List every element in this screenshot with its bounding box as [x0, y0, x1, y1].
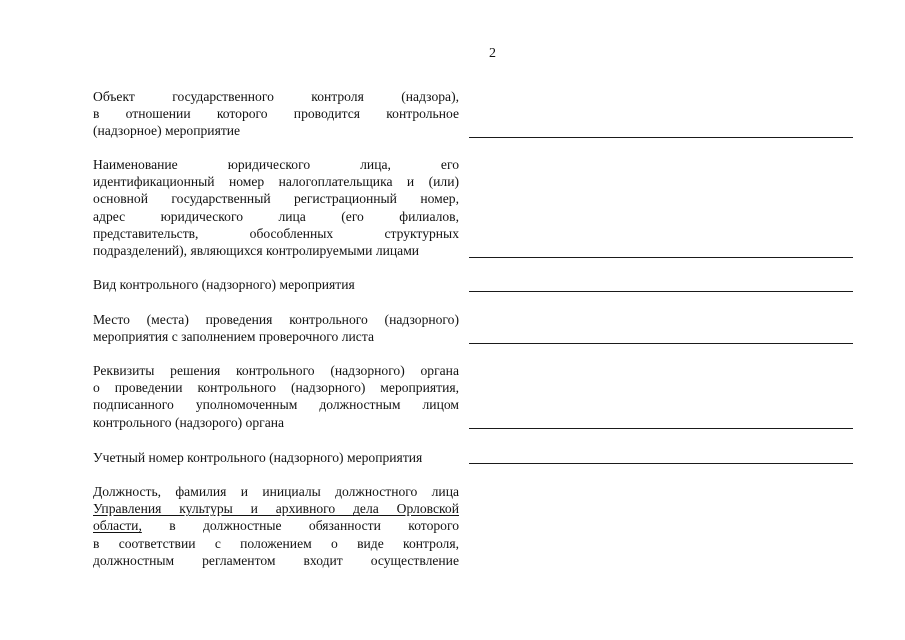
field-label	[93, 362, 459, 431]
field-control-object	[93, 88, 459, 140]
event-type-input-line[interactable]	[469, 291, 853, 292]
label-line: Должность, фамилия и инициалы должностного лица	[93, 484, 459, 499]
label-line: Объект государственного контроля (надзора),	[93, 89, 459, 104]
label-line: адрес юридического лица (его филиалов,	[93, 208, 459, 224]
label-line: мероприятия с заполнением проверочного листа	[93, 329, 374, 345]
field-label	[93, 483, 459, 569]
label-line: подразделений), являющихся контролируемыми лицами	[93, 243, 420, 259]
control-object-input-line[interactable]	[469, 137, 853, 138]
field-official-position	[93, 483, 459, 569]
field-event-place	[93, 311, 459, 345]
label-line: в соответствии с положением о виде контроля,	[93, 535, 459, 551]
label-line: Место (места) проведения контрольного (надзорного)	[93, 312, 459, 327]
label-line: Реквизиты решения контрольного (надзорного) органа	[93, 363, 459, 378]
registration-number-input-line[interactable]	[469, 463, 853, 464]
field-legal-entity	[93, 156, 459, 259]
label-line: в отношении которого проводится контрольное	[93, 106, 459, 122]
label-line: (надзорное) мероприятие	[93, 123, 241, 139]
decision-details-input-line[interactable]	[469, 428, 853, 429]
label-line	[93, 500, 459, 517]
field-label	[93, 449, 459, 466]
field-label	[93, 276, 459, 293]
region-name-underlined: области,	[93, 518, 142, 534]
field-label	[93, 311, 459, 345]
label-line: должностным регламентом входит осуществление	[93, 552, 459, 568]
legal-entity-input-line[interactable]	[469, 257, 853, 258]
label-line: подписанного уполномоченным должностным лицом	[93, 397, 459, 413]
field-decision-details	[93, 362, 459, 431]
label-line: контрольного (надзорого) органа	[93, 414, 285, 430]
field-label	[93, 156, 459, 259]
label-line: о проведении контрольного (надзорного) мероприятия,	[93, 380, 459, 396]
field-registration-number	[93, 449, 459, 466]
department-name-underlined: Управления культуры и архивного дела Орловской	[93, 501, 459, 517]
label-line: Учетный номер контрольного (надзорного) мероприятия	[93, 450, 423, 465]
label-line: основной государственный регистрационный номер,	[93, 191, 459, 207]
event-place-input-line[interactable]	[469, 343, 853, 344]
page-number: 2	[489, 46, 496, 61]
label-line: Вид контрольного (надзорного) мероприятия	[93, 277, 355, 292]
label-line: идентификационный номер налогоплательщика и (или)	[93, 174, 459, 190]
label-line: представительств, обособленных структурных	[93, 225, 459, 241]
label-line-rest: в должностные обязанности которого	[141, 518, 459, 534]
field-event-type	[93, 276, 459, 293]
label-line	[93, 517, 459, 534]
label-line: Наименование юридического лица, его	[93, 157, 459, 172]
field-label	[93, 88, 459, 140]
